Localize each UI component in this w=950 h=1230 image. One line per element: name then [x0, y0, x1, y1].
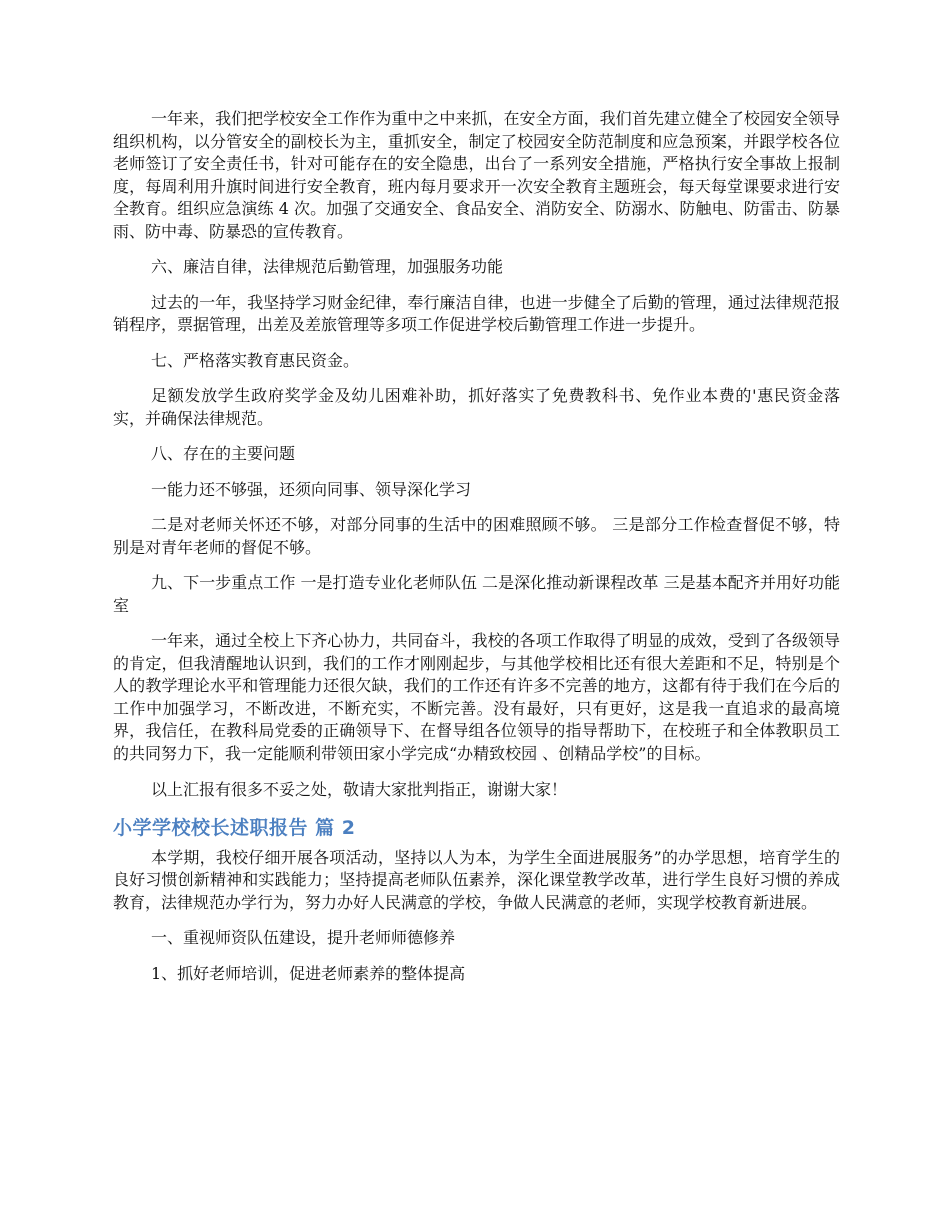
heading-one: 一、重视师资队伍建设，提升老师师德修养 [151, 928, 456, 947]
section-title: 小学学校校长述职报告 篇 2 [113, 816, 356, 839]
paragraph-safety: 一年来，我们把学校安全工作作为重中之中来抓，在安全方面，我们首先建立健全了校园安全领导组织机构，以分管安全的副校长为主，重抓安全，制定了校园安全防范制度和应急预案，并跟学校各位老师签订了安全责任书，针对可能存在的安全隐患，出台了一系列安全措施，严格执行安全事故上报制度，每周利用升旗时间进行安全教育，班内每月要求开一次安全教育主题班会，每天每堂课要求进行安全教育。组织应急演练 4 次。加强了交通安全、食品安全、消防安全、防溺水、防触电、防雷击、防暴雨、防中毒、防暴恐的宣传教育。 [113, 109, 840, 241]
paragraph-logistics: 过去的一年，我坚持学习财金纪律，奉行廉洁自律，也进一步健全了后勤的管理，通过法律规范报销程序，票据管理，出差及差旅管理等多项工作促进学校后勤管理工作进一步提升。 [113, 292, 840, 334]
heading-seven: 七、严格落实教育惠民资金。 [151, 350, 360, 370]
paragraph-closing: 以上汇报有很多不妥之处，敬请大家批判指正，谢谢大家！ [151, 780, 568, 799]
heading-nine: 九、下一步重点工作 一是打造专业化老师队伍 二是深化推动新课程改革 三是基本配齐并用好功能室 [113, 573, 840, 615]
document-page [113, 108, 840, 985]
paragraph-summary: 一年来，通过全校上下齐心协力，共同奋斗，我校的各项工作取得了明显的成效，受到了各级领导的肯定，但我清醒地认识到，我们的工作才刚刚起步，与其他学校相比还有很大差距和不足，特别是个人的教学理论水平和管理能力还很欠缺，我们的工作还有许多不完善的地方，这都有待于我们在今后的工作中加强学习，不断改进，不断充实，不断完善。没有最好，只有更好，这是我一直追求的最高境界，我信任，在教科局党委的正确领导下、在督导组各位领导的指导帮助下，在校班子和全体教职员工的共同努力下，我一定能顺利带领田家小学完成“办精致校园 、创精品学校”的目标。 [113, 631, 840, 763]
subheading-one: 1、抓好老师培训，促进老师素养的整体提高 [151, 963, 466, 983]
problem-one: 一能力还不够强，还须向同事、领导深化学习 [151, 479, 472, 499]
heading-six: 六、廉洁自律，法律规范后勤管理，加强服务功能 [151, 257, 504, 276]
heading-eight: 八、存在的主要问题 [151, 444, 296, 463]
paragraph-funds: 足额发放学生政府奖学金及幼儿困难补助，抓好落实了免费教科书、免作业本费的'惠民资金落实，并确保法律规范。 [113, 386, 840, 428]
paragraph-intro: 本学期，我校仔细开展各项活动，坚持以人为本，为学生全面进展服务”的办学思想，培育学生的良好习惯创新精神和实践能力；坚持提高老师队伍素养，深化课堂教学改革，进行学生良好习惯的养成教育，法律规范办学行为，努力办好人民满意的学校，争做人民满意的老师，实现学校教育新进展。 [113, 847, 840, 912]
problem-two-three: 二是对老师关怀还不够，对部分同事的生活中的困难照顾不够。 三是部分工作检查督促不够，特别是对青年老师的督促不够。 [113, 515, 840, 557]
